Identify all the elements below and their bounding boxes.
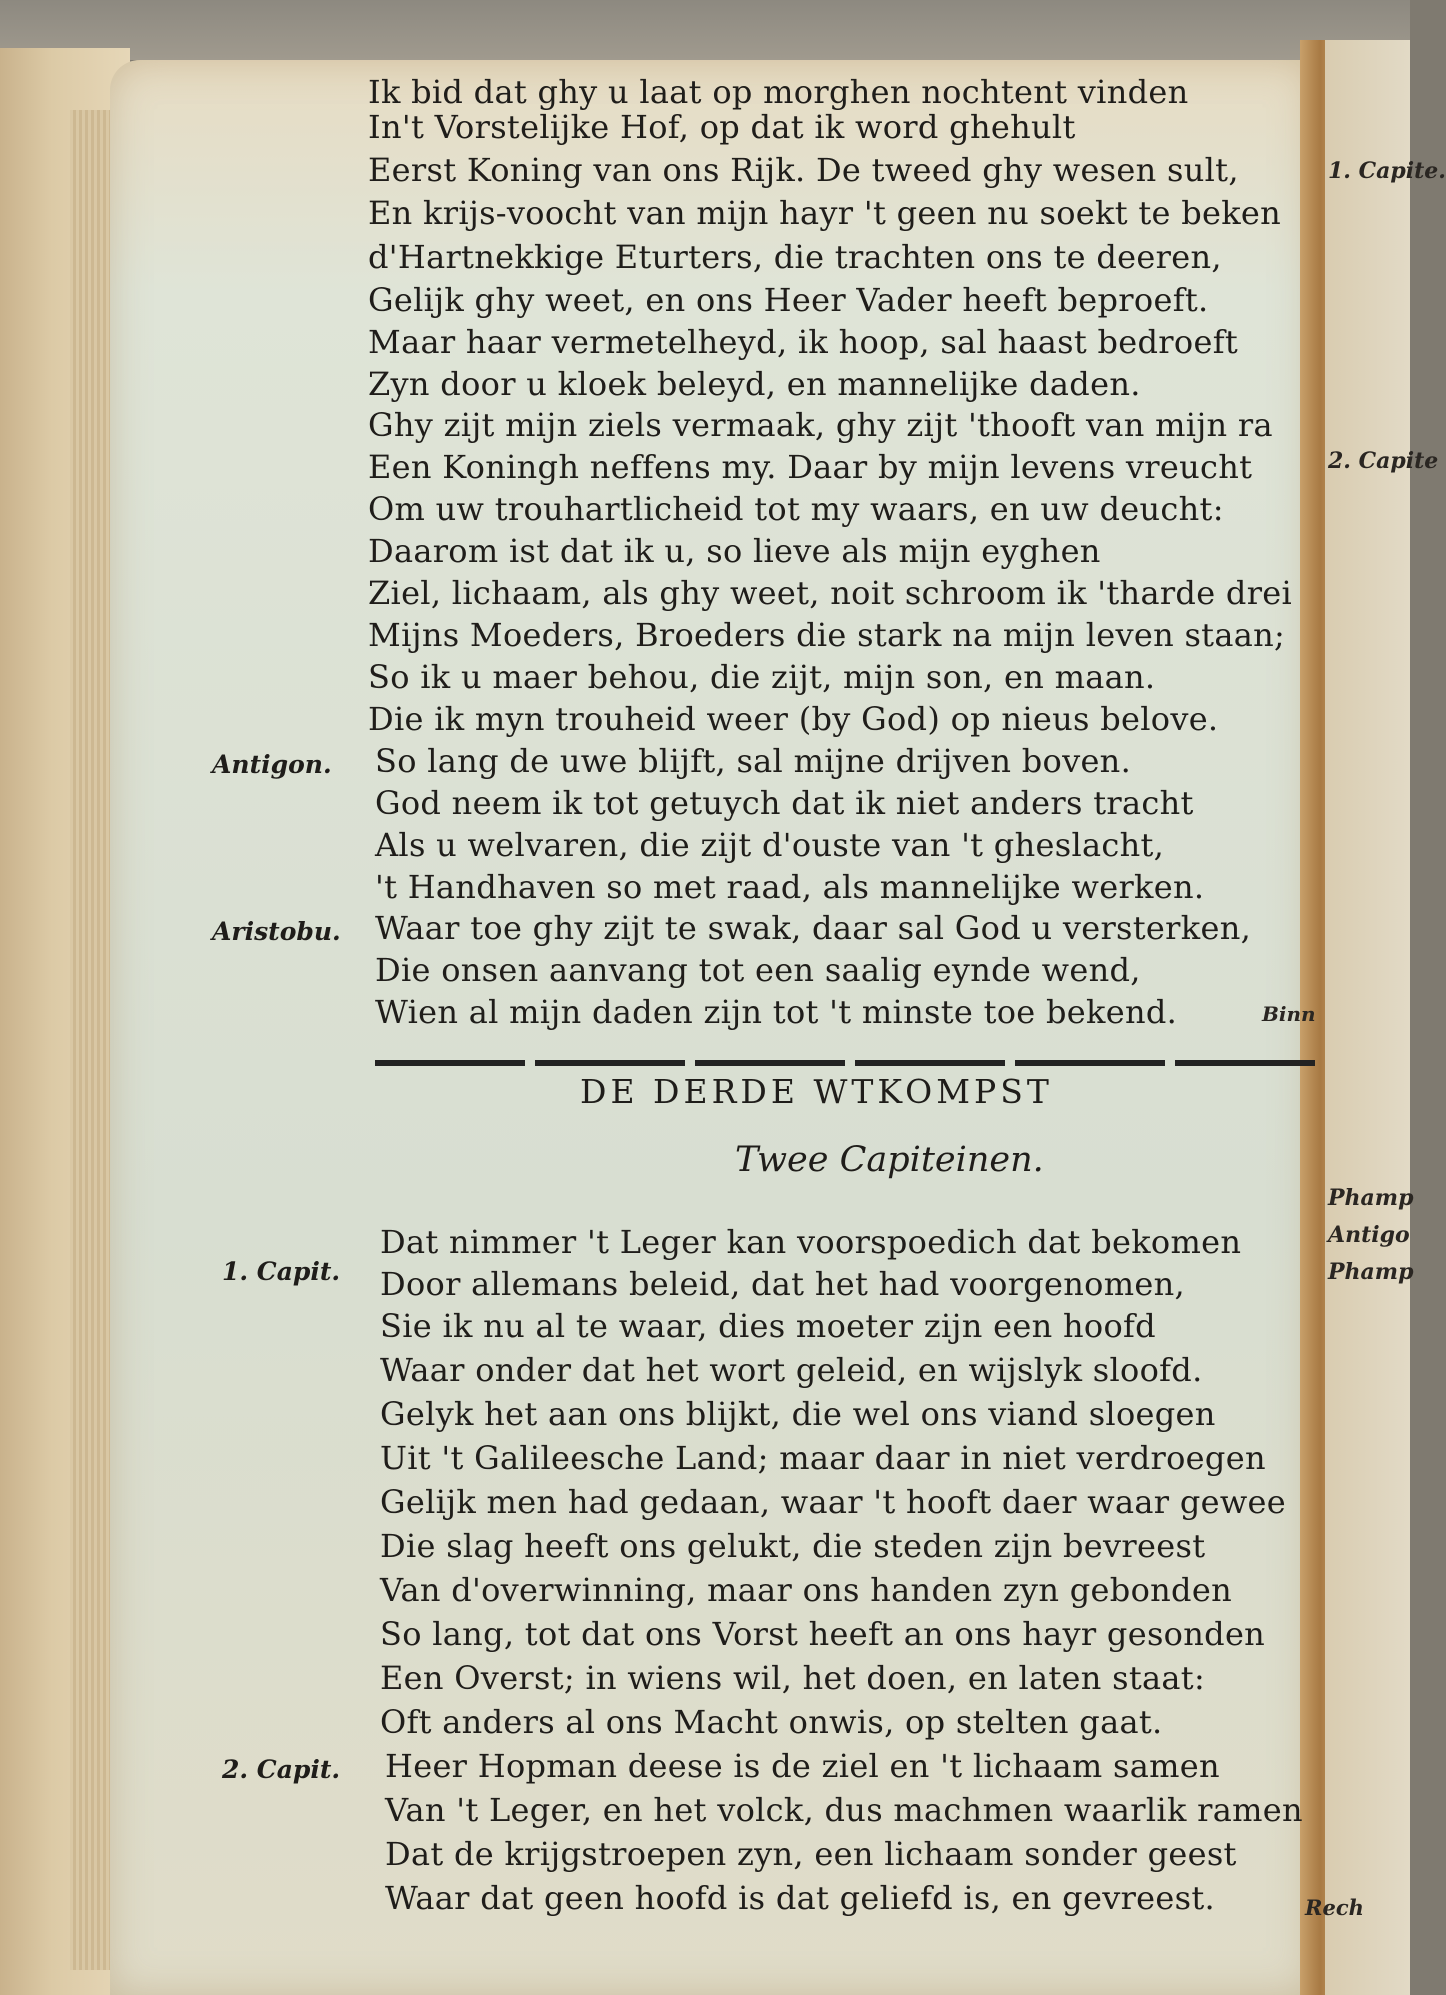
section-rule [375,1060,1315,1066]
text-line: Een Overst; in wiens wil, het doen, en laten staat: [380,1659,1206,1697]
speaker-label: Antigon. [212,750,332,779]
text-line: Die onsen aanvang tot een saalig eynde wend, [375,951,1141,989]
text-line: Zyn door u kloek beleyd, en mannelijke daden. [368,365,1141,403]
text-line: Waar toe ghy zijt te swak, daar sal God u versterken, [375,909,1252,947]
text-line: Gelijk ghy weet, en ons Heer Vader heeft beproeft. [368,281,1209,319]
text-line: Eerst Koning van ons Rijk. De tweed ghy wesen sult, [368,151,1239,189]
text-line: En krijs-voocht van mijn hayr 't geen nu soekt te beken [368,194,1282,232]
text-line: Dat nimmer 't Leger kan voorspoedich dat bekomen [380,1223,1242,1261]
margin-note: Phamp [1328,1185,1414,1211]
text-line: So ik u maer behou, die zijt, mijn son, en maan. [368,658,1156,696]
text-line: Van d'overwinning, maar ons handen zyn gebonden [380,1571,1232,1609]
text-line: Door allemans beleid, dat het had voorgenomen, [380,1265,1186,1303]
text-line: Uit 't Galileesche Land; maar daar in niet verdroegen [380,1439,1266,1477]
text-line: God neem ik tot getuych dat ik niet anders tracht [375,784,1194,822]
text-line: Waar dat geen hoofd is dat geliefd is, en gevreest. [385,1879,1216,1917]
text-line: Mijns Moeders, Broeders die stark na mijn leven staan; [368,616,1286,654]
text-line: Waar onder dat het wort geleid, en wijslyk sloofd. [380,1351,1203,1389]
text-line: Wien al mijn daden zijn tot 't minste toe bekend. [375,993,1178,1031]
text-line: Dat de krijgstroepen zyn, een lichaam sonder geest [385,1835,1237,1873]
text-line: So lang, tot dat ons Vorst heeft an ons hayr gesonden [380,1615,1266,1653]
text-line: Die ik myn trouheid weer (by God) op nieus belove. [368,700,1219,738]
text-line: Ik bid dat ghy u laat op morghen nochtent vinden [368,73,1189,111]
text-line: In't Vorstelijke Hof, op dat ik word ghehult [368,108,1076,146]
text-line: Die slag heeft ons gelukt, die steden zijn bevreest [380,1527,1206,1565]
text-line: Om uw trouhartlicheid tot my waars, en uw deucht: [368,490,1224,528]
text-line: Sie ik nu al te waar, dies moeter zijn een hoofd [380,1307,1156,1345]
section-subheading: Twee Capiteinen. [735,1140,1044,1180]
margin-note: 2. Capite [1328,448,1439,474]
speaker-label: 2. Capit. [222,1755,341,1784]
text-line: Gelyk het aan ons blijkt, die wel ons viand sloegen [380,1395,1216,1433]
margin-note: 1. Capite. [1328,158,1446,184]
speaker-label: 1. Capit. [222,1257,341,1286]
text-line: Ziel, lichaam, als ghy weet, noit schroom ik 'tharde drei [368,574,1293,612]
text-line: Maar haar vermetelheyd, ik hoop, sal haast bedroeft [368,323,1239,361]
section-heading: DE DERDE WTKOMPST [580,1072,1053,1111]
text-line: So lang de uwe blijft, sal mijne drijven boven. [375,742,1132,780]
text-line: Van 't Leger, en het volck, dus machmen waarlik ramen [385,1791,1303,1829]
text-line: 't Handhaven so met raad, als mannelijke werken. [375,868,1205,906]
margin-note: Phamp [1328,1259,1414,1285]
text-line: Gelijk men had gedaan, waar 't hooft daer waar gewee [380,1483,1287,1521]
text-line: Heer Hopman deese is de ziel en 't lichaam samen [385,1747,1220,1785]
catchword: Rech [1305,1895,1364,1920]
text-line: Daarom ist dat ik u, so lieve als mijn eyghen [368,532,1101,570]
text-line: d'Hartnekkige Eturters, die trachten ons te deeren, [368,238,1222,276]
speaker-label: Aristobu. [212,917,341,946]
text-line: Een Koningh neffens my. Daar by mijn levens vreucht [368,448,1253,486]
text-line: Als u welvaren, die zijt d'ouste van 't gheslacht, [375,826,1165,864]
margin-note: Antigo [1328,1222,1410,1248]
text-line: Ghy zijt mijn ziels vermaak, ghy zijt 'thooft van mijn ra [368,406,1273,444]
text-line: Oft anders al ons Macht onwis, op stelten gaat. [380,1703,1163,1741]
catchword: Binn [1262,1002,1316,1026]
